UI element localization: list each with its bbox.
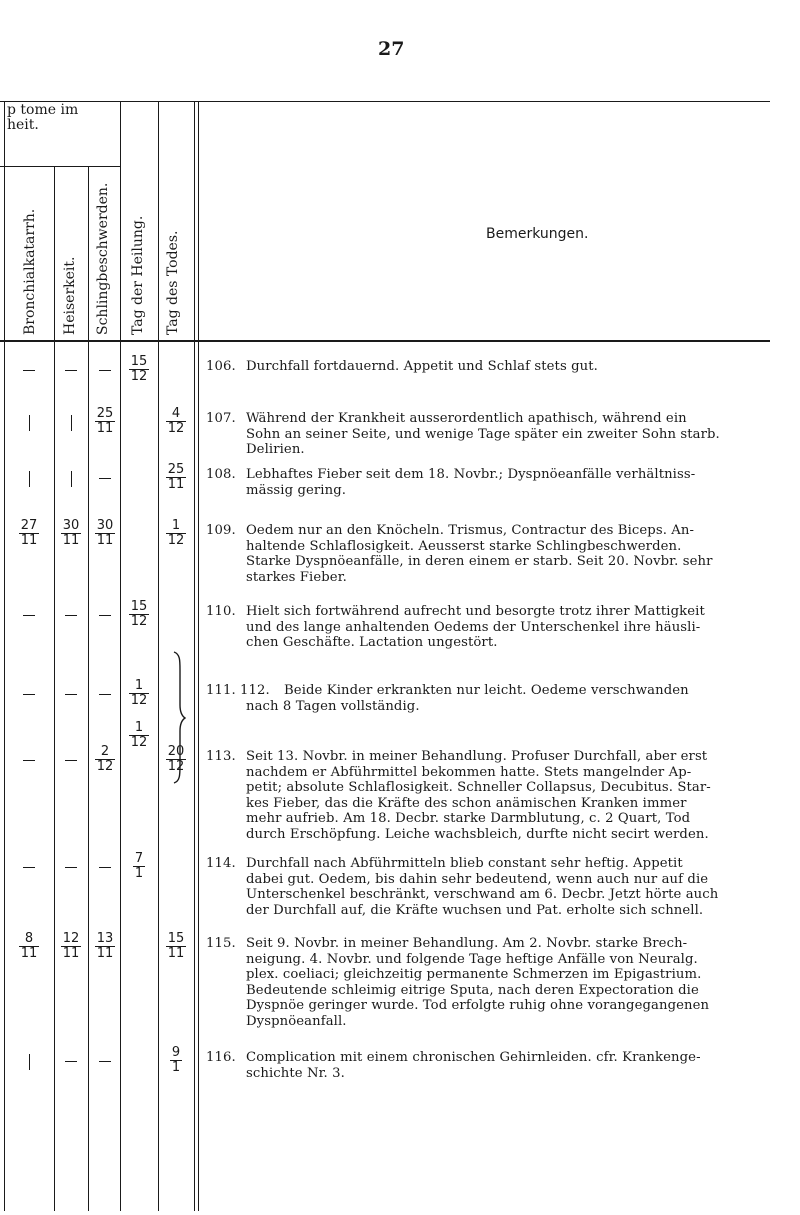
- cell-heiser: [54, 860, 88, 875]
- case-number: 113.: [206, 749, 236, 764]
- cell-heiser: [54, 519, 88, 549]
- day-number: 1: [134, 678, 144, 693]
- remark-text: neigung. 4. Novbr. und folgende Tage heftige Anfälle von Neuralg.: [246, 951, 698, 967]
- month-number: 12: [130, 693, 148, 709]
- remark-line: [206, 620, 792, 636]
- date-fraction: [166, 745, 187, 775]
- date-fraction: [166, 407, 187, 437]
- remark-text: Complication mit einem chronischen Gehirnleiden. cfr. Krankenge-: [246, 1050, 701, 1065]
- day-number: 1: [134, 720, 144, 735]
- dash-mark: [99, 867, 111, 868]
- month-number: 11: [167, 946, 185, 962]
- dash-mark: [65, 760, 77, 761]
- remark-line: [206, 952, 792, 968]
- dash-mark: [99, 370, 111, 371]
- remark-line: [206, 635, 792, 651]
- remark-line: [206, 539, 792, 555]
- group-heading-line: p tome im: [7, 102, 79, 118]
- dash-mark: [65, 867, 77, 868]
- date-fraction: [95, 932, 116, 962]
- day-number: 25: [96, 406, 114, 421]
- case-number: 116.: [206, 1050, 236, 1065]
- remark-line: [206, 523, 792, 539]
- date-fraction: [129, 600, 150, 630]
- cell-bronchial: [12, 1054, 46, 1070]
- bar-mark: [71, 415, 72, 431]
- cell-heilung: [122, 679, 156, 709]
- cell-heiser: [54, 932, 88, 962]
- remark-text: Beide Kinder erkrankten nur leicht. Oedeme verschwanden: [284, 683, 689, 698]
- date-fraction: [166, 463, 187, 493]
- dash-mark: [99, 1061, 111, 1062]
- remark-line: [206, 442, 792, 458]
- group-heading: [7, 103, 78, 133]
- remark-entry: [206, 683, 792, 714]
- bar-mark: [29, 415, 30, 431]
- cell-schling: [88, 608, 122, 623]
- bar-mark: [71, 471, 72, 487]
- dash-mark: [23, 694, 35, 695]
- day-number: 15: [167, 931, 185, 946]
- month-number: 11: [96, 421, 114, 437]
- day-number: 2: [100, 744, 110, 759]
- remark-line: [206, 903, 792, 919]
- cell-todes: [159, 745, 193, 775]
- case-number: 109.: [206, 523, 236, 538]
- cell-todes: [159, 407, 193, 437]
- remark-text: nach 8 Tagen vollständig.: [246, 698, 420, 714]
- remark-line: [206, 483, 792, 499]
- bar-mark: [29, 471, 30, 487]
- cell-heilung: [122, 355, 156, 385]
- remark-text: Unterschenkel beschränkt, verschwand am 6. Decbr. Jetzt hörte auch: [246, 887, 719, 902]
- remark-text: und des lange anhaltenden Oedems der Unterschenkel ihre häusli-: [246, 619, 701, 635]
- col-header-tag-des-todes: Tag des Todes.: [165, 230, 181, 335]
- cell-bronchial: [12, 860, 46, 875]
- dash-mark: [65, 1061, 77, 1062]
- remark-text: Dyspnöeanfall.: [246, 1013, 347, 1029]
- remark-text: Seit 9. Novbr. in meiner Behandlung. Am 2. Novbr. starke Brech-: [246, 936, 688, 951]
- remark-entry: [206, 604, 792, 651]
- col-header-tag-der-heilung: Tag der Heilung.: [130, 215, 146, 335]
- case-number: 110.: [206, 604, 236, 619]
- day-number: 12: [62, 931, 80, 946]
- day-number: 30: [96, 518, 114, 533]
- remark-text: Lebhaftes Fieber seit dem 18. Novbr.; Dyspnöeanfälle verhältniss-: [246, 467, 696, 482]
- group-heading-line: heit.: [7, 117, 39, 133]
- dash-mark: [65, 615, 77, 616]
- day-number: 4: [171, 406, 181, 421]
- cell-todes: [159, 519, 193, 549]
- cell-bronchial: [12, 608, 46, 623]
- date-fraction: [170, 1046, 182, 1076]
- remark-line: [206, 554, 792, 570]
- dash-mark: [99, 478, 111, 479]
- remark-line: [206, 887, 792, 903]
- col-header-heiserkeit: Heiserkeit.: [62, 256, 78, 335]
- cell-heilung: [122, 852, 156, 882]
- top-rule: [0, 101, 770, 102]
- remark-text: nachdem er Abführmittel bekommen hatte. Stets mangelnder Ap-: [246, 764, 692, 780]
- cell-bronchial: [12, 363, 46, 378]
- remark-text: plex. coeliaci; gleichzeitig permanente Schmerzen im Epigastrium.: [246, 967, 702, 982]
- remark-text: Oedem nur an den Knöcheln. Trismus, Contractur des Biceps. An-: [246, 523, 695, 538]
- date-fraction: [19, 519, 40, 549]
- remark-text: mehr aufrieb. Am 18. Decbr. starke Darmblutung, c. 2 Quart, Tod: [246, 811, 691, 826]
- remark-line: [206, 1066, 792, 1082]
- col-header-bronchialkatarrh: Bronchialkatarrh.: [22, 208, 38, 335]
- cell-todes: [159, 1046, 193, 1076]
- col-rule-6: [198, 101, 199, 1211]
- remark-line: [206, 856, 792, 872]
- col-rule-3: [120, 101, 121, 1211]
- bar-mark: [29, 1054, 30, 1070]
- date-fraction: [133, 852, 145, 882]
- cell-schling: [88, 363, 122, 378]
- date-fraction: [95, 745, 116, 775]
- cell-heilung: [122, 721, 156, 751]
- cell-schling: [88, 519, 122, 549]
- remark-entry: [206, 1050, 792, 1081]
- dash-mark: [23, 867, 35, 868]
- day-number: 20: [167, 744, 185, 759]
- cell-heiser: [54, 363, 88, 378]
- remark-line: [206, 765, 792, 781]
- group-heading-rule: [0, 166, 120, 167]
- remark-text: haltende Schlaflosigkeit. Aeusserst starke Schlingbeschwerden.: [246, 538, 682, 554]
- cell-heiser: [54, 415, 88, 431]
- dash-mark: [65, 370, 77, 371]
- cell-todes: [159, 463, 193, 493]
- remark-line: [206, 749, 792, 765]
- remark-text: chen Geschäfte. Lactation ungestört.: [246, 635, 498, 650]
- date-fraction: [95, 519, 116, 549]
- date-fraction: [166, 519, 187, 549]
- header-bottom-rule: [0, 340, 770, 342]
- remark-line: [206, 872, 792, 888]
- day-number: 15: [130, 599, 148, 614]
- remark-line: [206, 796, 792, 812]
- remark-entry: [206, 936, 792, 1029]
- day-number: 7: [134, 851, 144, 866]
- day-number: 13: [96, 931, 114, 946]
- month-number: 11: [167, 477, 185, 493]
- remark-line: [206, 967, 792, 983]
- case-number: 115.: [206, 936, 236, 951]
- remark-line: [206, 570, 792, 586]
- remark-line: [206, 427, 792, 443]
- remark-line: [206, 411, 792, 427]
- remark-text: kes Fieber, das die Kräfte des schon anämischen Kranken immer: [246, 795, 687, 811]
- remark-text: durch Erschöpfung. Leiche wachsbleich, durfte nicht secirt werden.: [246, 826, 709, 842]
- remark-line: [206, 359, 792, 375]
- date-fraction: [61, 519, 82, 549]
- cell-bronchial: [12, 753, 46, 768]
- remark-entry: [206, 856, 792, 918]
- remark-text: petit; absolute Schlaflosigkeit. Schneller Collapsus, Decubitus. Star-: [246, 780, 711, 795]
- dash-mark: [99, 694, 111, 695]
- cell-heiser: [54, 608, 88, 623]
- remark-line: [206, 936, 792, 952]
- cell-schling: [88, 407, 122, 437]
- cell-schling: [88, 471, 122, 486]
- month-number: 11: [62, 946, 80, 962]
- day-number: 15: [130, 354, 148, 369]
- day-number: 27: [20, 518, 38, 533]
- remark-line: [206, 827, 792, 843]
- month-number: 12: [167, 533, 185, 549]
- day-number: 1: [171, 518, 181, 533]
- cell-heiser: [54, 753, 88, 768]
- cell-heiser: [54, 687, 88, 702]
- page-number: 27: [378, 38, 405, 60]
- date-fraction: [166, 932, 187, 962]
- date-fraction: [129, 721, 150, 751]
- remark-line: [206, 699, 792, 715]
- col-rule-4: [158, 101, 159, 1211]
- cell-schling: [88, 687, 122, 702]
- date-fraction: [19, 932, 40, 962]
- remark-text: Sohn an seiner Seite, und wenige Tage später ein zweiter Sohn starb.: [246, 426, 720, 442]
- month-number: 11: [96, 533, 114, 549]
- case-number: 111. 112.: [206, 683, 270, 698]
- remark-text: Dyspnöe geringer wurde. Tod erfolgte ruhig ohne vorangegangenen: [246, 998, 710, 1013]
- remark-text: Seit 13. Novbr. in meiner Behandlung. Profuser Durchfall, aber erst: [246, 749, 708, 764]
- remark-line: [206, 983, 792, 999]
- month-number: 11: [62, 533, 80, 549]
- remark-text: Bedeutende schleimig eitrige Sputa, nach deren Expectoration die: [246, 982, 699, 998]
- remark-entry: [206, 467, 792, 498]
- left-border: [4, 101, 5, 1211]
- day-number: 9: [171, 1045, 181, 1060]
- remark-text: dabei gut. Oedem, bis dahin sehr bedeutend, wenn auch nur auf die: [246, 871, 709, 887]
- remark-entry: [206, 749, 792, 842]
- remark-text: Hielt sich fortwährend aufrecht und besorgte trotz ihrer Mattigkeit: [246, 604, 705, 619]
- cell-heilung: [122, 600, 156, 630]
- remark-text: schichte Nr. 3.: [246, 1065, 345, 1081]
- month-number: 1: [134, 866, 144, 882]
- cell-bronchial: [12, 415, 46, 431]
- col-rule-5: [194, 101, 195, 1211]
- remark-text: starkes Fieber.: [246, 569, 347, 585]
- remark-line: [206, 1014, 792, 1030]
- dash-mark: [23, 615, 35, 616]
- month-number: 1: [171, 1060, 181, 1076]
- col-header-schlingbeschwerden: Schlingbeschwerden.: [95, 182, 111, 335]
- day-number: 25: [167, 462, 185, 477]
- cell-schling: [88, 745, 122, 775]
- remark-text: Durchfall fortdauernd. Appetit und Schlaf stets gut.: [246, 359, 598, 374]
- cell-heiser: [54, 1054, 88, 1069]
- remark-line: [206, 467, 792, 483]
- remark-text: der Durchfall auf, die Kräfte wuchsen und Pat. erholte sich schnell.: [246, 902, 704, 918]
- remark-line: [206, 780, 792, 796]
- remark-text: Starke Dyspnöeanfälle, in deren einem er starb. Seit 20. Novbr. sehr: [246, 554, 713, 569]
- dash-mark: [23, 370, 35, 371]
- day-number: 30: [62, 518, 80, 533]
- dash-mark: [23, 760, 35, 761]
- day-number: 8: [24, 931, 34, 946]
- cell-bronchial: [12, 471, 46, 487]
- case-number: 108.: [206, 467, 236, 482]
- date-fraction: [95, 407, 116, 437]
- remark-text: Durchfall nach Abführmitteln blieb constant sehr heftig. Appetit: [246, 856, 683, 871]
- cell-bronchial: [12, 687, 46, 702]
- case-number: 114.: [206, 856, 236, 871]
- cell-heiser: [54, 471, 88, 487]
- case-number: 107.: [206, 411, 236, 426]
- month-number: 12: [167, 759, 185, 775]
- month-number: 11: [20, 946, 38, 962]
- remark-line: [206, 1050, 792, 1066]
- case-number: 106.: [206, 359, 236, 374]
- month-number: 12: [130, 614, 148, 630]
- dash-mark: [99, 615, 111, 616]
- cell-todes: [159, 932, 193, 962]
- date-fraction: [61, 932, 82, 962]
- dash-mark: [65, 694, 77, 695]
- remark-line: [206, 811, 792, 827]
- month-number: 12: [167, 421, 185, 437]
- month-number: 12: [130, 735, 148, 751]
- date-fraction: [129, 679, 150, 709]
- month-number: 11: [96, 946, 114, 962]
- cell-schling: [88, 1054, 122, 1069]
- remark-text: Delirien.: [246, 442, 305, 457]
- remark-line: [206, 604, 792, 620]
- remark-entry: [206, 411, 792, 458]
- remark-entry: [206, 523, 792, 585]
- remark-text: Während der Krankheit ausserordentlich apathisch, während ein: [246, 411, 687, 426]
- remark-line: [206, 998, 792, 1014]
- date-fraction: [129, 355, 150, 385]
- cell-bronchial: [12, 932, 46, 962]
- cell-schling: [88, 932, 122, 962]
- cell-bronchial: [12, 519, 46, 549]
- remark-entry: [206, 359, 792, 375]
- cell-schling: [88, 860, 122, 875]
- month-number: 12: [130, 369, 148, 385]
- remark-text: mässig gering.: [246, 482, 347, 498]
- month-number: 11: [20, 533, 38, 549]
- month-number: 12: [96, 759, 114, 775]
- remark-line: [206, 683, 792, 699]
- col-header-bemerkungen: Bemerkungen.: [486, 226, 589, 242]
